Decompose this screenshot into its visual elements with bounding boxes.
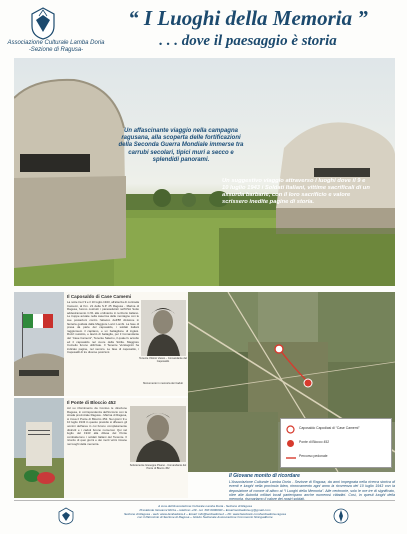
footer-line-2: Presidente Giovanni Rizza – telefono +39 - tel. 393 0000000 – Email lambadoria.rg@gmail.com [139,507,271,512]
case-camemi-marker-icon[interactable] [274,344,284,354]
card1-photo-caption: Tenente Vittorio Varesi – Comandante del Caposaldo [139,357,187,363]
legend-caposaldo-icon [286,425,295,434]
landscape-photo-panel [14,58,395,286]
footer-line-3: Sezione di Ragusa - web: www.lambadoria.it – Email: info@lambadoria.it – Fb: www.facebook.com/lambadoria.ragusa [124,511,286,516]
footer-text [80,505,330,520]
section-line: -Sezione di Ragusa- [28,47,84,53]
footer-left-logo-icon [58,507,74,525]
officer-portrait-photo [141,300,186,356]
card1-text: La notte tra il 9 e il 10 luglio 1943, all'altezza di contrada Camemi, al Km. 21 della S.P. 25 Ragusa - Marina di Ragusa, furono costruiti i paracadutisti nell'USA Sotto addestramento C-51 alle ordinanze in territorio italiano. Le truppe avviate nella caserma delle montagne con le sue postazioni contro l'attacco dell'88 divisione in fanteria guidata dalla Maggiore Lucci Lombi. La fase di presa da parte del caposaldo, i soldati italiani raggiunsero il capitano, e un battaglione di inglesi. Ruzzi resistito, e lasciò di battaglia, per il Comandante del “Case Camemi”, Tenente Salerno, il quale fu accolto ed il caposaldo nel cuore della Sicilia. Maggiore Cornelio furono utilizzate. Il Tenente Verstagnini ha indicato pagine, nel nemico. Le fase di caposaldo, i Caposaldi di tre diverse posizioni. [67,300,139,355]
suggest-text: Un suggestivo viaggio attraverso i luoghi dove il 9 e 10 luglio 1943 i Soldati Italiani, vittime sacrificali di un assurda barbarie, con il loro sacrificio e valore scrissero inedite pagine di storia. [222,178,370,205]
card2-text: Ad su rifornimento da Comiso le direzione Ragusa, in corrispondenza dell'incrocio con la strada provinciale Ragusa - Marina di Ragusa, si trova il Ponte di Bloccio 452. Nei giorni 9 e 10 luglio 1943 in questo presidio si difesero gli uomini dell'area in cui furono completamente distrutti e i caduti furono numerosi. Qui nel luglio del 1943 alla difesa del Ponte combatterono i soldati Italiani del Tenente. Il ricordo di quei giorni e dei morti vicini rimane nei luoghi della memoria. [67,406,127,446]
bottom-section-text: L'Associazione Culturale Lamba Doria - Sezione di Ragusa, da anni impegnata nella ricerca storica di eventi e luoghi nella provincia iblea, rinnovamento agni anno la ricorrenza del 10 luglio 1943 con la deposizione di corone di alloro ai “I Luoghi della Memoria”. Alle cerimonie, solo le ore tre di significato, oltre alle Autorità militari locali partecipano anche numerosi cittadini. Così, in questi luoghi della [229,480,395,497]
card2-heading: Il Ponte di Bloccio 452 [67,400,116,405]
legend-item-caposaldo: Caposaldo Capodiasi di “Case Camemi” [299,426,360,430]
flag-bunker-photo [14,292,64,396]
poster-title: “ I Luoghi della Memoria ” [128,6,368,30]
card1-monument-caption: Monumento in memoria dei Caduti [143,382,183,385]
footer-divider [14,500,395,501]
landscape-photo-illustration [14,58,395,286]
association-logo-icon [30,6,56,40]
legend-path-icon [285,453,297,462]
card2-photo-caption: Sottotenente Giuseppe Pisano - Comandante del Ponte di Blocco 452 [129,464,187,470]
legend-item-ponte: Ponte di Blocco 452 [299,440,330,444]
soldier-portrait-photo [130,406,186,462]
association-name [6,40,106,54]
legend-ponte-icon [286,439,295,448]
map-legend [280,418,392,468]
legend-item-percorso: Percorso pedonale [299,454,328,458]
association-line: Associazione Culturale Lamba Doria [7,40,105,46]
card-ponte-bloccio [14,398,188,498]
card1-heading: Il Caposaldo di Case Camemi [67,294,132,299]
footer-line-1: A cura dell'Associazione Culturale Lamba Doria - Sezione di Ragusa [158,504,252,508]
footer-right-logo-icon [333,507,349,525]
intro-text: Un affascinante viaggio nella campagna ragusana, alla scoperta delle fortificazioni della Seconda Guerra Mondiale immerse tra carrubi secolari, tipici muri a secco e splendidi panorami. [118,128,244,163]
footer-line-4: con il Patrocinio di Sezione di Ragusa – Istituto Nazionale Assicurazione Commercio Stringaditorre [137,515,273,520]
card-case-camemi [14,292,188,396]
memorial-photo [14,398,64,498]
ponte-blocco-marker-icon[interactable] [303,378,313,388]
poster-subtitle: . . . dove il paesaggio è storia [159,33,337,49]
bottom-section-title: Il Giovane monito di ricordare [229,473,300,479]
